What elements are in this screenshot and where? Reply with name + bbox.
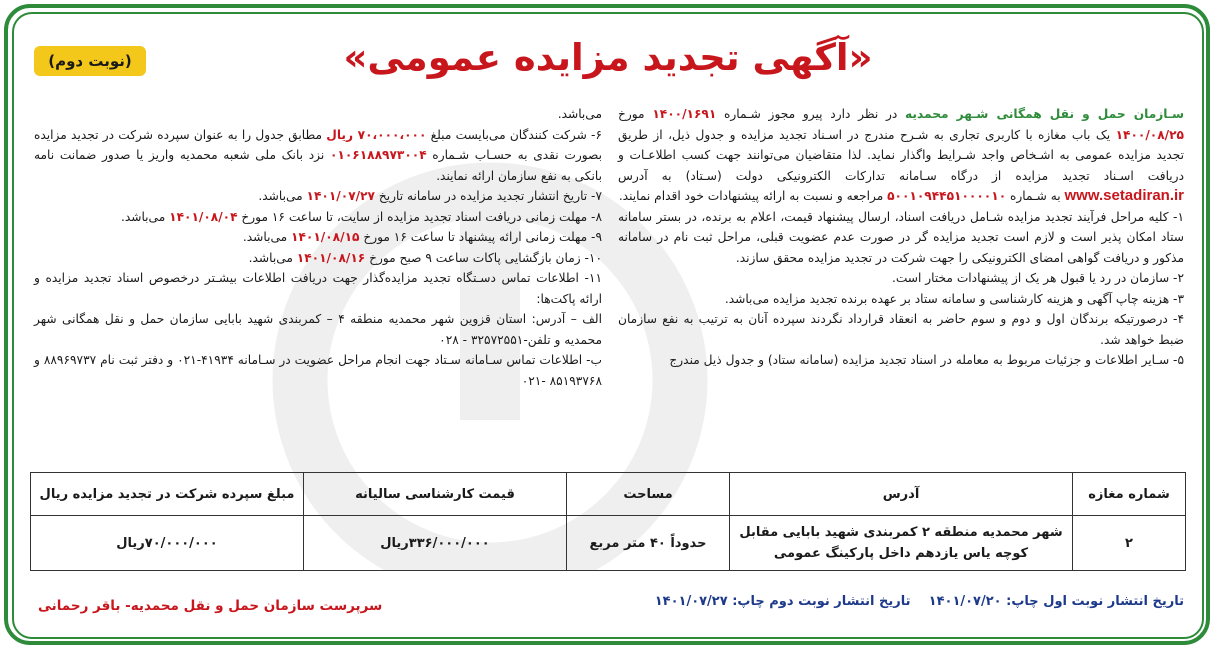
term-9: ۹- مهلت زمانی ارائه پیشنهاد تا ساعت ۱۶ مورخ ۱۴۰۱/۰۸/۱۵ می‌باشد. [242,230,602,244]
website-link[interactable]: www.setadiran.ir [1064,187,1184,204]
term-5: ۵- سـایر اطلاعات و جزئیات مربوط به معامله در اسناد تجدید مزایده (سامانه ستاد) و جدول ذیل مندرج [669,353,1184,367]
intro-paragraph: سـازمان حمل و نقل همگانی شـهر محمدیه در نظر دارد پیرو مجوز شـماره ۱۴۰۰/۱۶۹۱ مورخ ۱۴۰۰/۰۸/۲۵ یک باب مغازه با کاربری تجاری به شـرح مندرج در اسـناد تجدید مزایده و جدول ذیل، از طریق تجدید مزایده عمومی به اشـخاص واجد شـرایط واگذار نماید. لذا متقاضیان می‌توانند جهت کسب اطلاعـات و دریافت اسـناد تجدید مزایده از درگاه سـامانه تدارکات الکترونیکی دولت (سـتاد) به آدرس www.setadiran.ir به شـماره ۵۰۰۱۰۹۴۴۵۱۰۰۰۰۱۰ مراجعه و نسبت به ارائه پیشنهادات خود اقدام نمایند. [618,107,1184,204]
term-7: ۷- تاریخ انتشار تجدید مزایده در سامانه تاریخ ۱۴۰۱/۰۷/۲۷ می‌باشد. [258,189,602,203]
term-1: ۱- کلیه مراحل فرآیند تجدید مزایده شـامل دریافت اسناد، ارسال پیشنهاد قیمت، اعلام به برنده، در بستر سامانه ستاد امکان پذیر است و لازم است تجدید مزایده گر در صورت عدم عضویت قبلی، مراحل ثبت نام در سامانه مذکور و دریافت گواهی امضای الکترونیکی را جهت شرکت در تجدید مزایده محقق سازند. [618,209,1184,265]
table-header-row [31,473,1186,516]
term-6: ۶- شرکت کنندگان می‌بایست مبلغ ۷۰،۰۰۰،۰۰۰ ریال مطابق جدول را به عنوان سپرده شرکت در تجدید مزایده بصورت نقدی به حسـاب شـماره ۰۱۰۶۱۸۸۹۷۳۰۰۴ نزد بانک ملی شعبه محمدیه واریز یا صدور ضمانت نامه بانکی به نفع سازمان ارائه نمایند. [34,127,602,183]
publish-first-date: ۱۴۰۱/۰۷/۲۰ [928,594,1002,609]
tender-number: ۵۰۰۱۰۹۴۴۵۱۰۰۰۰۱۰ [887,189,1007,203]
round-badge: (نوبت دوم) [34,46,146,76]
cell-shop-no: ۲ [1073,516,1186,571]
term-8: ۸- مهلت زمانی دریافت اسناد تجدید مزایده از سایت، تا ساعت ۱۶ مورخ ۱۴۰۱/۰۸/۰۴ می‌باشد. [120,209,602,224]
table-row [31,516,1186,571]
cell-address: شهر محمدیه منطقه ۲ کمربندی شهید بابایی مقابل کوچه یاس یازدهم داخل پارکینگ عمومی [730,516,1073,571]
permit-date: ۱۴۰۰/۰۸/۲۵ [1115,127,1184,142]
left-column [34,104,602,391]
term-3: ۳- هزینه چاپ آگهی و هزینه کارشناسی و سامانه ستاد بر عهده برنده تجدید مزایده می‌باشد. [724,291,1184,306]
header-deposit: مبلغ سپرده شرکت در تجدید مزایده ریال [31,473,304,516]
term-10: ۱۰- زمان بازگشایی پاکات ساعت ۹ صبح مورخ ۱۴۰۱/۰۸/۱۶ می‌باشد. [248,250,602,265]
term-5-continuation: می‌باشد. [557,107,602,121]
contact-address: الف – آدرس: استان قزوین شهر محمدیه منطقه ۴ – کمربندی شهید بابایی سازمان حمل و نقل همگانی شهر محمدیه و تلفن-۳۲۵۷۲۵۵۱ - ۰۲۸ [34,312,602,347]
signature: سرپرست سازمان حمل و نقل محمدیه- باقر رحمانی [38,598,383,614]
cell-area: حدوداً ۴۰ متر مربع [567,516,730,571]
cell-annual-price: ۳۳۶/۰۰۰/۰۰۰ریال [304,516,567,571]
permit-number: ۱۴۰۰/۱۶۹۱ [652,107,717,121]
cell-deposit: ۷۰/۰۰۰/۰۰۰ریال [31,516,304,571]
shops-table [30,472,1186,571]
term-2: ۲- سازمان در رد یا قبول هر یک از پیشنهادات مختار است. [891,271,1184,285]
term-4: ۴- درصورتیکه برندگان اول و دوم و سوم حاضر به انعقاد قرارداد نگردند سپرده آنان به ترتیب به نفع سازمان ضبط خواهد شد. [618,312,1184,347]
header-annual-price: قیمت کارشناسی سالیانه [304,473,567,516]
deposit-amount: ۷۰،۰۰۰،۰۰۰ ریال [326,127,427,142]
header-shop-no: شماره مغازه [1073,473,1186,516]
organization-name: سـازمان حمل و نقل همگانی شـهر محمدیه [905,107,1184,121]
bank-account-number: ۰۱۰۶۱۸۸۹۷۳۰۰۴ [329,148,427,162]
right-column [618,104,1184,371]
term-11: ۱۱- اطلاعات تماس دسـتگاه تجدید مزایده‌گذار جهت دریافت اطلاعات بیشـتر درخصوص اسناد تجدید مزایده و ارائه پاکت‌ها: [34,271,602,306]
announcement-title: «آگهی تجدید مزایده عمومی» [343,36,873,79]
header-address: آدرس [730,473,1073,516]
header-area: مساحت [567,473,730,516]
contact-setad: ب- اطلاعات تماس سـامانه سـتاد جهت انجام مراحل عضویت در سـامانه ۴۱۹۳۴-۰۲۱ و دفتر ثبت نام ۸۸۹۶۹۷۳۷ و ۸۵۱۹۳۷۶۸ -۰۲۱ [34,353,602,388]
publish-dates: تاریخ انتشار نوبت اول چاپ: ۱۴۰۱/۰۷/۲۰ تاریخ انتشار نوبت دوم چاپ: ۱۴۰۱/۰۷/۲۷ [654,594,1184,609]
publish-second-date: ۱۴۰۱/۰۷/۲۷ [654,594,728,609]
